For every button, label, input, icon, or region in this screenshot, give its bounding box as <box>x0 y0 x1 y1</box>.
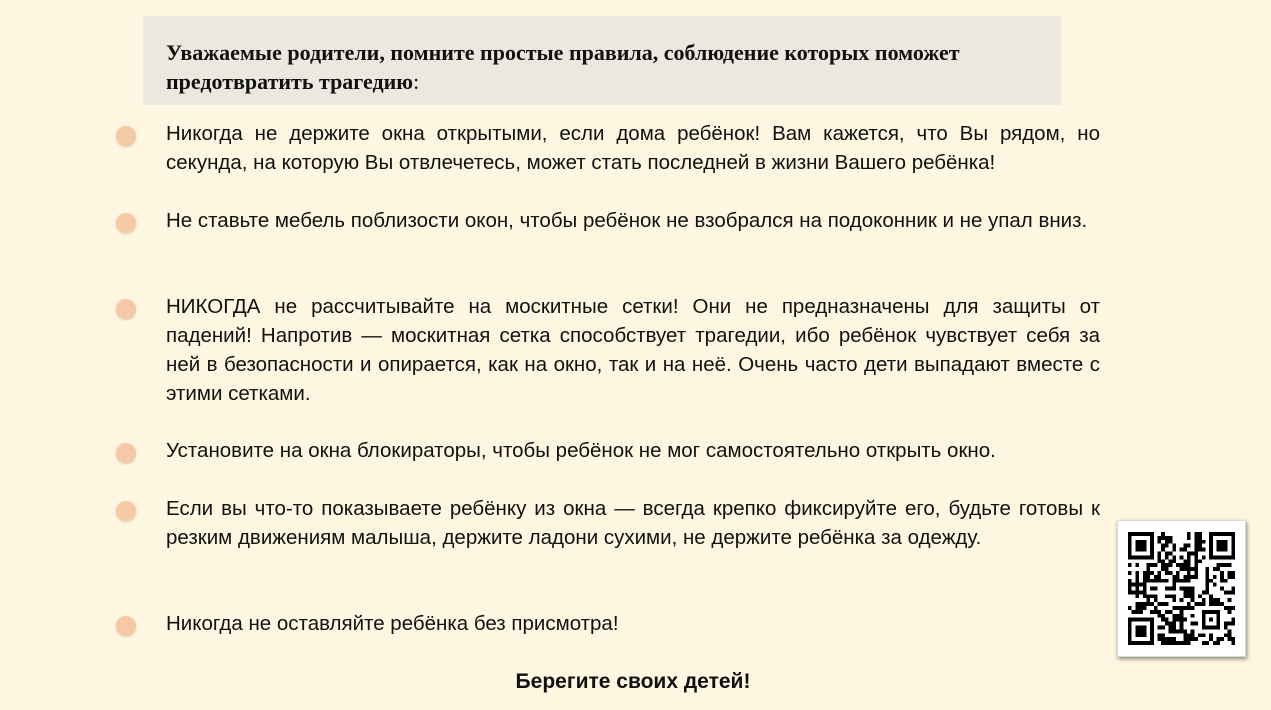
circle-bullet-icon <box>116 501 136 521</box>
circle-bullet-icon <box>116 616 136 636</box>
header-colon: : <box>413 69 420 94</box>
rule-item <box>166 436 1100 465</box>
circle-bullet-icon <box>116 213 136 233</box>
qr-code-modules <box>1128 532 1235 645</box>
rule-text: НИКОГДА не рассчитывайте на москитные сетки! Они не предназначены для защиты от падений! Напротив — москитная сетка способствует трагедии, ибо ребёнок чувствует себя за ней в безопасности и опирается, как на окно, так и на неё. Очень часто дети выпадают вместе с этими сетками. <box>166 295 1100 405</box>
rule-text: Установите на окна блокираторы, чтобы ребёнок не мог самостоятельно открыть окно. <box>166 439 996 462</box>
footer-slogan: Берегите своих детей! <box>515 670 751 693</box>
rule-item <box>166 292 1100 408</box>
circle-bullet-icon <box>116 299 136 319</box>
rule-text: Если вы что-то показываете ребёнку из окна — всегда крепко фиксируйте его, будьте готовы к резким движениям малыша, держите ладони сухими, не держите ребёнка за одежду. <box>166 497 1100 549</box>
qr-code-frame[interactable] <box>1117 520 1246 657</box>
rule-text: Не ставьте мебель поблизости окон, чтобы ребёнок не взобрался на подоконник и не упал вниз. <box>166 209 1088 232</box>
circle-bullet-icon <box>116 443 136 463</box>
circle-bullet-icon <box>116 126 136 146</box>
qr-code-icon[interactable] <box>1128 532 1235 645</box>
rule-text: Никогда не держите окна открытыми, если дома ребёнок! Вам кажется, что Вы рядом, но секунда, на которую Вы отвлечетесь, может стать последней в жизни Вашего ребёнка! <box>166 122 1100 174</box>
rule-item <box>166 206 1100 235</box>
rule-item <box>166 609 1100 638</box>
rule-text: Никогда не оставляйте ребёнка без присмотра! <box>166 612 619 635</box>
rule-item <box>166 119 1100 177</box>
header-text-bold: Уважаемые родители, помните простые правила, соблюдение которых поможет предотвратить трагедию <box>166 40 960 94</box>
rule-item <box>166 494 1100 552</box>
